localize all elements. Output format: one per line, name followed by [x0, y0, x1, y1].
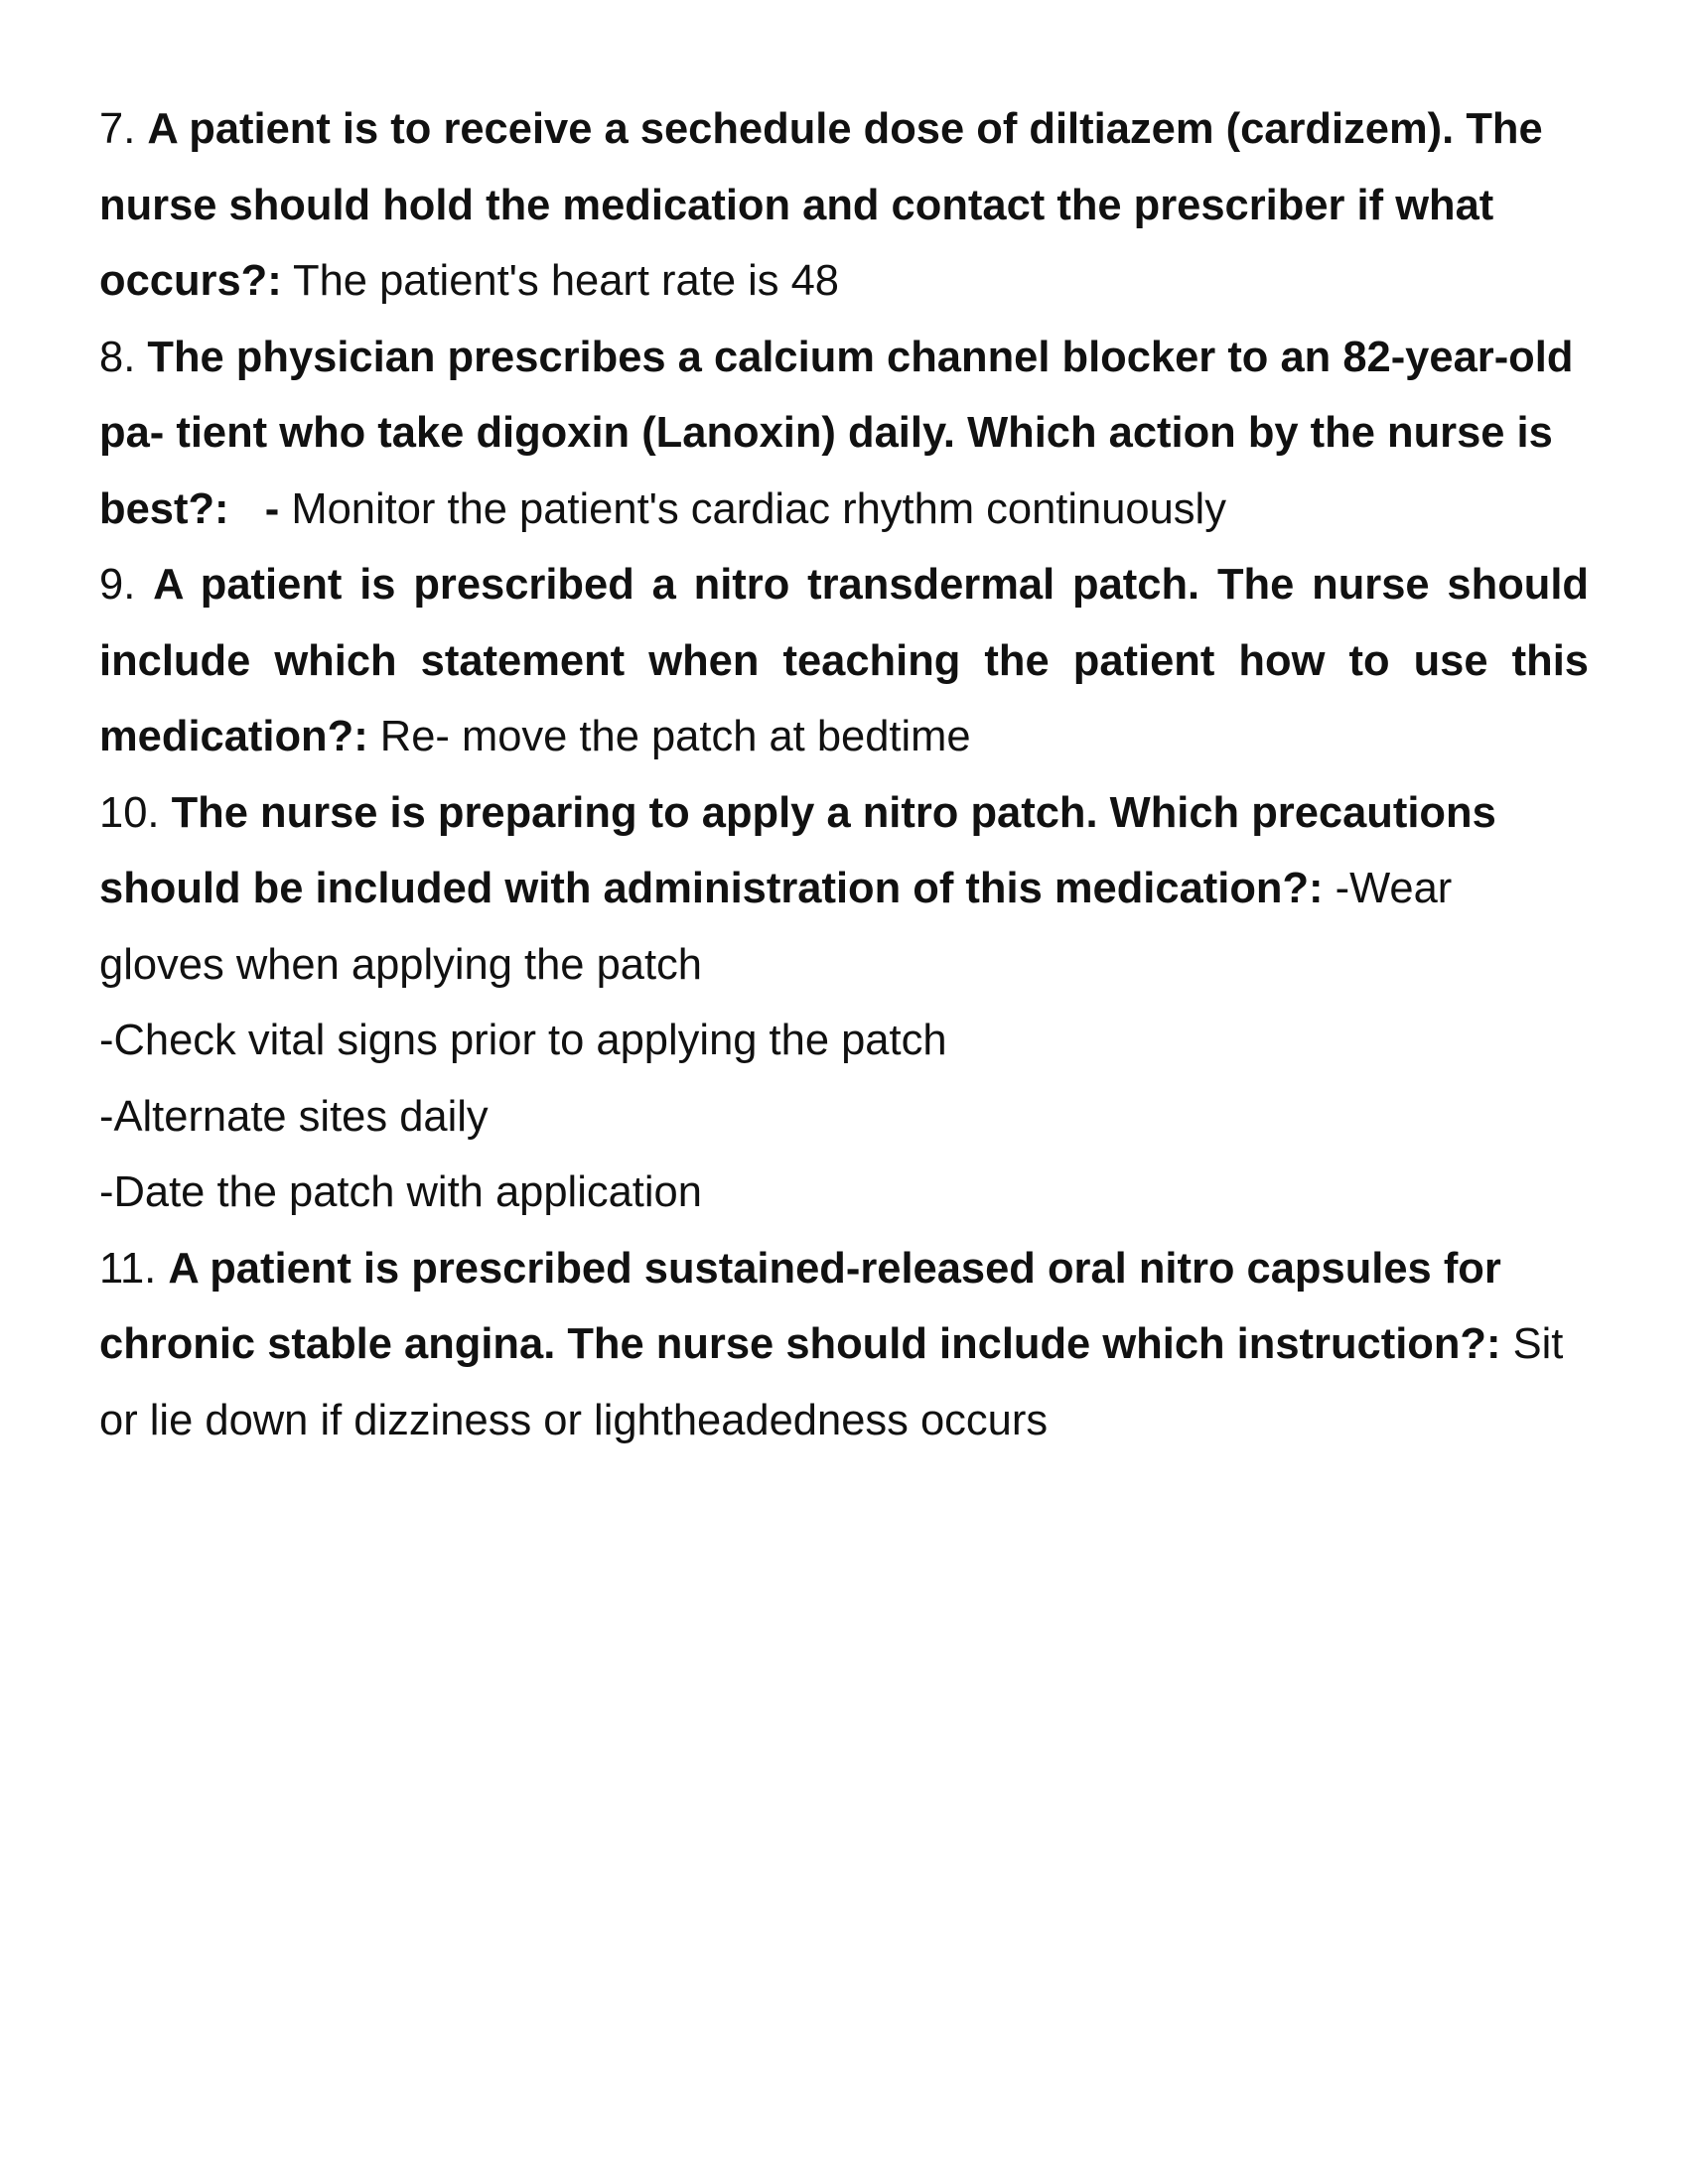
question-text: The nurse is preparing to apply a nitro patch. Which precautions should be included with administration of this medication?: — [99, 788, 1496, 912]
answer-line: -Date the patch with application — [99, 1168, 702, 1216]
answer-line: -Check vital signs prior to applying the patch — [99, 1017, 947, 1064]
question-number: 10. — [99, 788, 160, 837]
question-number: 7. — [99, 105, 136, 153]
answer-text: The patient's heart rate is 48 — [293, 257, 839, 305]
question-number: 8. — [99, 333, 136, 381]
question-text: A patient is prescribed sustained-released oral nitro capsules for chronic stable angina. The nurse should include which instruction?: — [99, 1244, 1501, 1368]
answer-dash: - — [264, 484, 280, 533]
answer-text: Sit or lie down if dizziness or lightheadedness occurs — [99, 1320, 1564, 1444]
question-number: 11. — [99, 1244, 157, 1293]
answer-text: -Wear gloves when applying the patch — [99, 865, 1453, 989]
document-page — [99, 91, 1589, 1458]
question-text: The physician prescribes a calcium channel blocker to an 82-year-old pa- tient who take digoxin (Lanoxin) daily. Which action by the nurse is best?: — [99, 333, 1574, 533]
question-10 — [99, 775, 1589, 1004]
question-text: A patient is to receive a sechedule dose of diltiazem (cardizem). The nurse should hold the medication and contact the prescriber if what occurs?: — [99, 105, 1543, 305]
question-number: 9. — [99, 561, 136, 609]
question-7 — [99, 91, 1589, 320]
answer-line: -Alternate sites daily — [99, 1092, 489, 1141]
answer-text: Re- move the patch at bedtime — [379, 713, 971, 760]
answer-text: Monitor the patient's cardiac rhythm continuously — [291, 484, 1226, 533]
question-11 — [99, 1231, 1589, 1459]
question-text: A patient is prescribed a nitro transdermal patch. The nurse should include which statement when teaching the patient how to use this medication?: — [99, 561, 1590, 760]
question-8 — [99, 320, 1589, 548]
question-9 — [99, 547, 1589, 775]
